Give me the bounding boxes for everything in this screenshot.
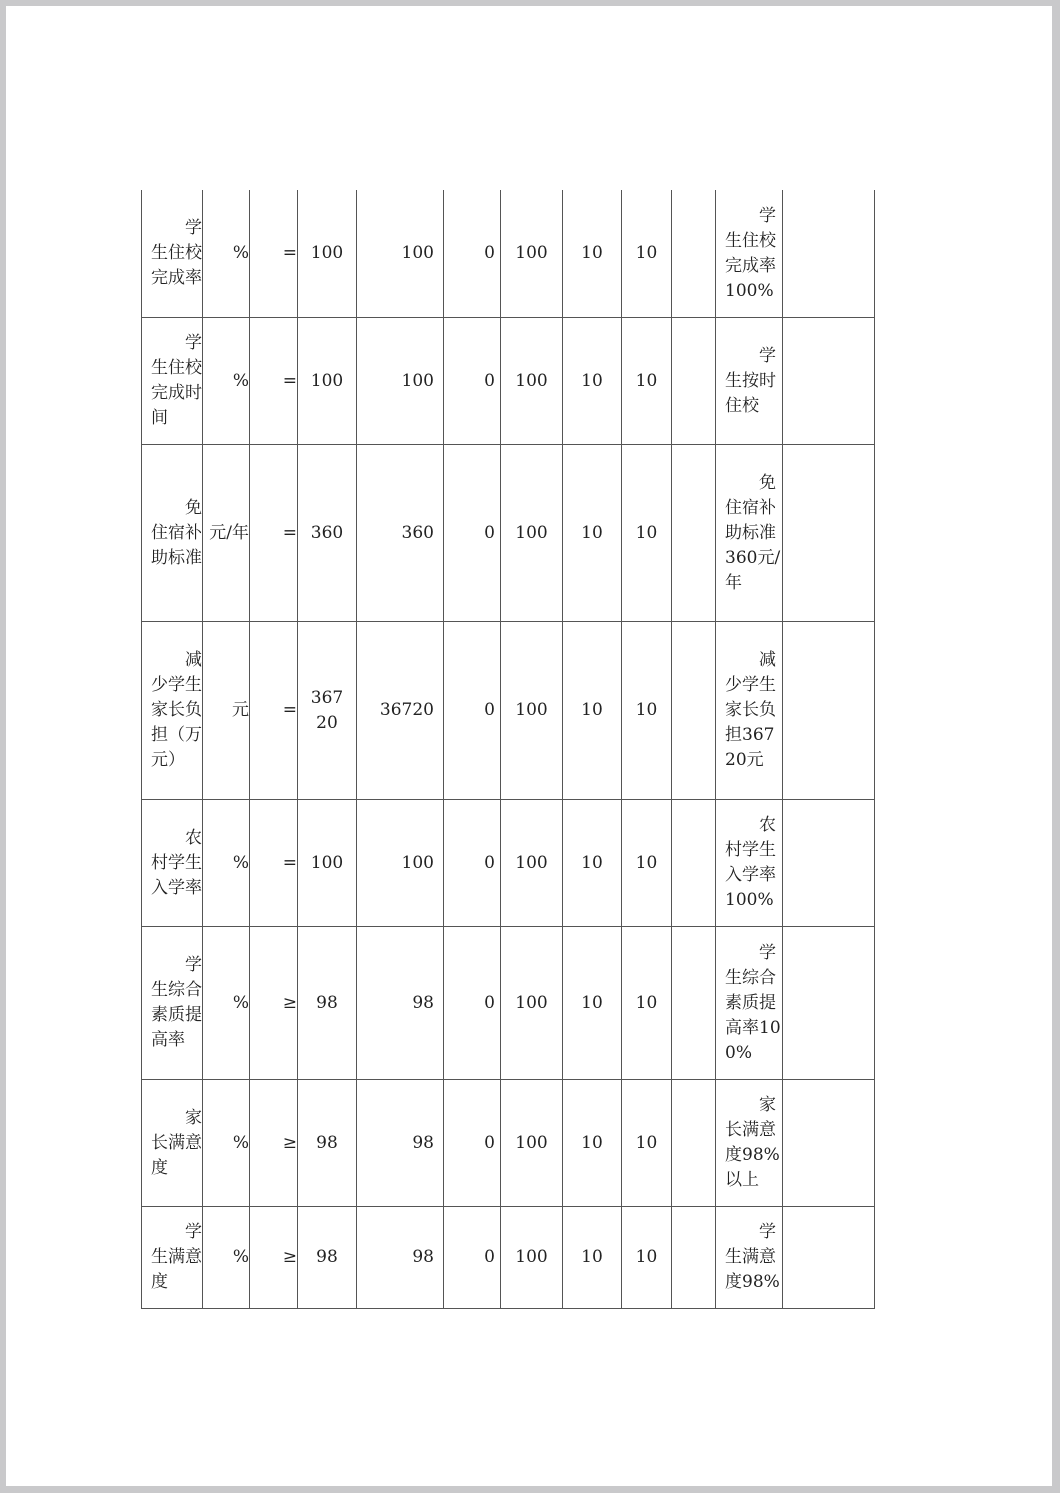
target-value-cell: 98 [298, 1080, 357, 1207]
unit-cell: % [203, 927, 250, 1080]
table-row [142, 1207, 875, 1309]
target-value-cell: 100 [298, 318, 357, 445]
indicator-name-cell: 学生综合素质提高率 [142, 927, 203, 1080]
extra-cell [783, 800, 875, 927]
weight-cell: 100 [501, 927, 563, 1080]
indicator-name-cell: 免住宿补助标准 [142, 445, 203, 622]
unit-cell: % [203, 1207, 250, 1309]
remark-cell: 免住宿补助标准360元/年 [716, 445, 783, 622]
weight-cell: 100 [501, 445, 563, 622]
deviation-cell: 0 [444, 445, 501, 622]
unit-cell: % [203, 318, 250, 445]
remark-cell: 学生综合素质提高率100% [716, 927, 783, 1080]
score-cell: 10 [563, 445, 622, 622]
unit-cell: % [203, 800, 250, 927]
operator-cell: = [250, 800, 298, 927]
actual-value-cell: 98 [357, 1080, 444, 1207]
indicator-name-cell: 农村学生入学率 [142, 800, 203, 927]
weight-cell: 100 [501, 318, 563, 445]
target-value-cell: 360 [298, 445, 357, 622]
final-score-cell: 10 [622, 927, 672, 1080]
target-value-cell: 36720 [298, 622, 357, 800]
empty-cell [672, 927, 716, 1080]
deviation-cell: 0 [444, 927, 501, 1080]
weight-cell: 100 [501, 800, 563, 927]
final-score-cell: 10 [622, 1080, 672, 1207]
remark-cell: 家长满意度98%以上 [716, 1080, 783, 1207]
table-row [142, 1080, 875, 1207]
extra-cell [783, 622, 875, 800]
operator-cell: ≥ [250, 1207, 298, 1309]
actual-value-cell: 98 [357, 1207, 444, 1309]
remark-cell: 农村学生入学率100% [716, 800, 783, 927]
score-cell: 10 [563, 318, 622, 445]
weight-cell: 100 [501, 1207, 563, 1309]
indicator-name-cell: 家长满意度 [142, 1080, 203, 1207]
table-row [142, 800, 875, 927]
deviation-cell: 0 [444, 190, 501, 318]
empty-cell [672, 622, 716, 800]
table-body [142, 190, 875, 1309]
extra-cell [783, 1207, 875, 1309]
deviation-cell: 0 [444, 800, 501, 927]
table-row [142, 190, 875, 318]
extra-cell [783, 1080, 875, 1207]
actual-value-cell: 100 [357, 800, 444, 927]
remark-cell: 学生住校完成率100% [716, 190, 783, 318]
empty-cell [672, 1207, 716, 1309]
target-value-cell: 100 [298, 800, 357, 927]
remark-cell: 学生按时住校 [716, 318, 783, 445]
indicator-name-cell: 减少学生家长负担（万元） [142, 622, 203, 800]
score-cell: 10 [563, 1080, 622, 1207]
score-cell: 10 [563, 622, 622, 800]
empty-cell [672, 445, 716, 622]
actual-value-cell: 100 [357, 190, 444, 318]
final-score-cell: 10 [622, 622, 672, 800]
weight-cell: 100 [501, 622, 563, 800]
operator-cell: = [250, 622, 298, 800]
score-cell: 10 [563, 800, 622, 927]
performance-indicator-table [141, 190, 875, 1309]
unit-cell: 元/年 [203, 445, 250, 622]
final-score-cell: 10 [622, 190, 672, 318]
final-score-cell: 10 [622, 800, 672, 927]
score-cell: 10 [563, 927, 622, 1080]
actual-value-cell: 100 [357, 318, 444, 445]
target-value-cell: 98 [298, 1207, 357, 1309]
final-score-cell: 10 [622, 318, 672, 445]
extra-cell [783, 445, 875, 622]
final-score-cell: 10 [622, 445, 672, 622]
actual-value-cell: 360 [357, 445, 444, 622]
target-value-cell: 98 [298, 927, 357, 1080]
indicator-name-cell: 学生住校完成率 [142, 190, 203, 318]
table-row [142, 622, 875, 800]
empty-cell [672, 318, 716, 445]
operator-cell: = [250, 445, 298, 622]
table-row [142, 318, 875, 445]
deviation-cell: 0 [444, 1207, 501, 1309]
extra-cell [783, 318, 875, 445]
operator-cell: = [250, 318, 298, 445]
actual-value-cell: 98 [357, 927, 444, 1080]
weight-cell: 100 [501, 190, 563, 318]
final-score-cell: 10 [622, 1207, 672, 1309]
document-page [6, 6, 1052, 1486]
indicator-name-cell: 学生满意度 [142, 1207, 203, 1309]
extra-cell [783, 190, 875, 318]
score-cell: 10 [563, 190, 622, 318]
empty-cell [672, 800, 716, 927]
operator-cell: ≥ [250, 927, 298, 1080]
weight-cell: 100 [501, 1080, 563, 1207]
actual-value-cell: 36720 [357, 622, 444, 800]
extra-cell [783, 927, 875, 1080]
deviation-cell: 0 [444, 318, 501, 445]
unit-cell: % [203, 1080, 250, 1207]
operator-cell: = [250, 190, 298, 318]
indicator-name-cell: 学生住校完成时间 [142, 318, 203, 445]
table-row [142, 927, 875, 1080]
unit-cell: 元 [203, 622, 250, 800]
deviation-cell: 0 [444, 622, 501, 800]
table-row [142, 445, 875, 622]
remark-cell: 减少学生家长负担36720元 [716, 622, 783, 800]
empty-cell [672, 190, 716, 318]
deviation-cell: 0 [444, 1080, 501, 1207]
unit-cell: % [203, 190, 250, 318]
empty-cell [672, 1080, 716, 1207]
score-cell: 10 [563, 1207, 622, 1309]
target-value-cell: 100 [298, 190, 357, 318]
operator-cell: ≥ [250, 1080, 298, 1207]
remark-cell: 学生满意度98% [716, 1207, 783, 1309]
